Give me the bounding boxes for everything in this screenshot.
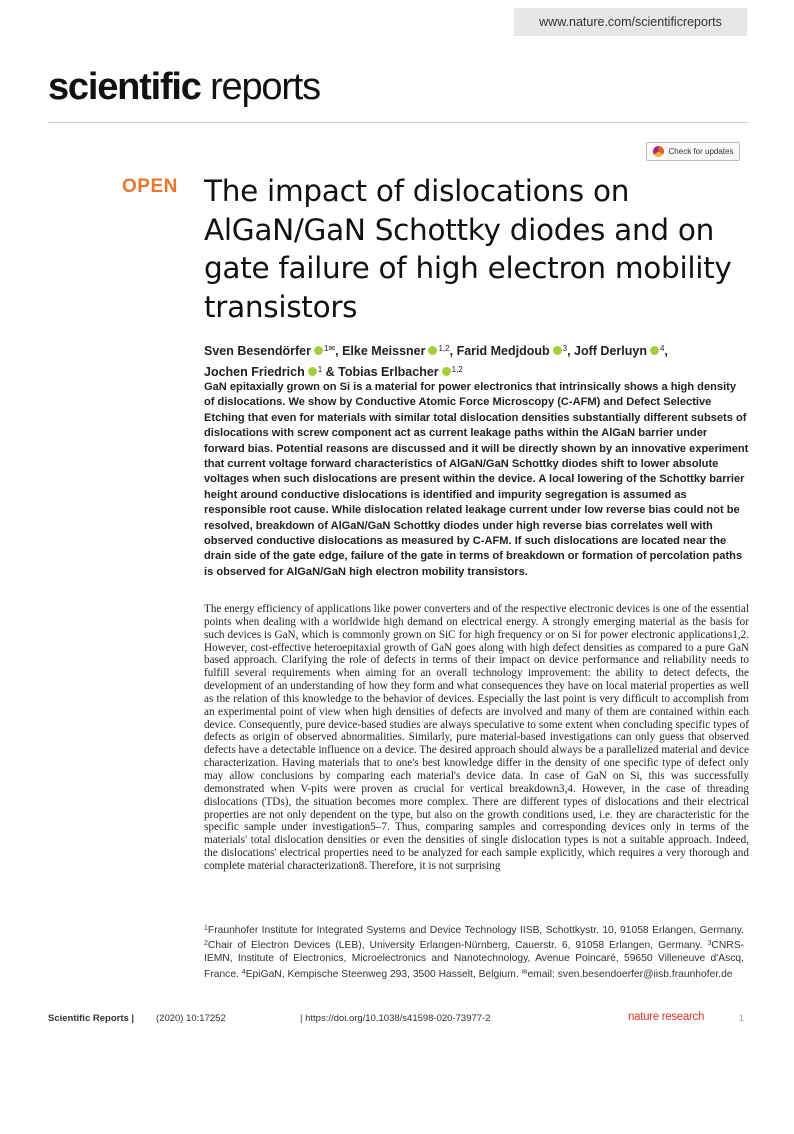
author-affiliation-mark: 1,2: [438, 344, 450, 353]
journal-url-tag[interactable]: www.nature.com/scientificreports: [514, 8, 747, 36]
article-title: The impact of dislocations on AlGaN/GaN Schottky diodes and on gate failure of high electron mobility transistors: [204, 174, 732, 324]
nature-research-logo: nature research: [628, 1011, 705, 1023]
check-updates-label: Check for updates: [668, 147, 734, 156]
affiliations: [204, 922, 744, 981]
author-affiliation-mark: 1: [317, 364, 323, 374]
footer-doi-link[interactable]: | https://doi.org/10.1038/s41598-020-73977-2: [300, 1013, 491, 1024]
orcid-icon[interactable]: [442, 367, 451, 376]
author-name[interactable]: Elke Meissner: [342, 344, 426, 358]
affiliation-text: email: sven.besendoerfer@iisb.fraunhofer.de: [527, 968, 733, 980]
affiliation-text: Fraunhofer Institute for Integrated Systems and Device Technology IISB, Schottkystr. 10, 91058 Erlangen, Germany.: [207, 925, 744, 936]
author-affiliation-mark: 1✉: [323, 344, 336, 353]
affiliation-text: Chair of Electron Devices (LEB), University Erlangen-Nürnberg, Cauerstr. 6, 91058 Erlangen, Germany.: [207, 940, 708, 952]
footer-year: (2020) 10:17252: [156, 1013, 226, 1024]
body-text: The energy efficiency of applications like power converters and of the respective electronic devices is one of the essential points when dealing with a worldwide high demand on electrical energy. A strongly emerging material as the basis for such devices is GaN, which is commonly grown on SiC for high frequency or on Si for power electronic applications1,2. However, cost-effective heteroepitaxial growth of GaN goes along with high defect densities as compared to a pure GaN based approach. Clarifying the role of defects in terms of their impact on device performance and reliability needs to fulfill several requirements when aiming for an overall technology improvement: the ability to detect defects, the development of an understanding of how they form and what consequences they have on local material properties as well as the relation of this knowledge to the behavior of devices. Especially the last point is very difficult to accomplish from an experimental point of view when high densities of defects are involved and many of them are contained within each device. Consequently, pure device-based studies are always speculative to some extent when concluding specific types of defects as origin of observed abnormalities. Similarly, pure material-based investigations can only guess that observed defects have a detectable influence on a device. The desired approach should always be a parallelized material and device characterization. Having materials that to one's best knowledge differ in the density of one specific type of defect only may allow conclusions by comparing each material's device data. In case of GaN on Si, this was successfully demonstrated when V-pits were proven as crucial for vertical breakdown3,4. However, in the case of threading dislocations (TDs), the situation becomes more complex. There are different types of dislocations and their electrical properties are not only dependent on the type, but also on the growth conditions used, i.e. they are characteristic for the specific sample under investigation5–7. Thus, comparing samples and corresponding devices only in terms of the materials' total dislocation densities or even the densities of single dislocation types is not a suitable approach. Indeed, the dislocations' electrical properties need to be analyzed for each sample explicitly, which requires a very thorough and complete material characterization8. Therefore, it is not surprising: [204, 603, 749, 872]
orcid-icon[interactable]: [314, 346, 323, 355]
author-name[interactable]: Joff Derluyn: [574, 344, 647, 358]
affiliation-number: 1: [204, 925, 208, 932]
author-name[interactable]: Jochen Friedrich: [204, 364, 305, 379]
masthead-light: reports: [210, 66, 320, 108]
author-name[interactable]: Tobias Erlbacher: [338, 364, 439, 379]
affiliation-number: 2: [204, 940, 208, 948]
orcid-icon[interactable]: [650, 346, 659, 355]
author-name[interactable]: Farid Medjdoub: [456, 344, 550, 358]
header-rule: [48, 122, 748, 123]
orcid-icon[interactable]: [428, 346, 437, 355]
author-affiliation-mark: 1,2: [451, 364, 463, 374]
masthead-bold: scientific: [48, 66, 201, 108]
check-for-updates-button[interactable]: [646, 142, 740, 161]
orcid-icon[interactable]: [308, 367, 317, 376]
affiliation-number: 3: [707, 940, 712, 948]
footer-journal: Scientific Reports |: [48, 1013, 135, 1024]
orcid-icon[interactable]: [553, 346, 562, 355]
page-number: 1: [738, 1013, 744, 1024]
affiliation-text: CNRS-IEMN, Institute of Electronics, Microelectronics and Nanotechnology, Avenue Poincaré, 59650 Villeneuve d'Ascq, France.: [204, 940, 744, 980]
crossmark-icon: [653, 146, 664, 157]
journal-masthead: [48, 66, 320, 109]
author-affiliation-mark: 4: [659, 344, 665, 353]
author-list: Sven Besendörfer $^{1✉}$, Elke Meissner $^{1,2}$, Farid Medjdoub $^3$, Joff Derluyn $^4$, Jochen Friedrich $^1$ & Tobias Erlbacher $^{1,2}$: [204, 344, 668, 379]
author-affiliation-mark: 3: [562, 344, 568, 353]
abstract: GaN epitaxially grown on Si is a material for power electronics that intrinsically shows a high density of dislocations. We show by Conductive Atomic Force Microscopy (C-AFM) and Defect Selective Etching that even for materials with similar total dislocation densities substantially different subsets of dislocations with screw component act as current leakage paths within the AlGaN barrier under forward bias. Potential reasons are discussed and it will be directly shown by an innovative experiment that current voltage forward characteristics of AlGaN/GaN Schottky diodes shift to lower absolute voltages when such dislocations are present within the device. A local lowering of the Schottky barrier height around conductive dislocations is identified and impurity segregation is assumed as responsible root cause. While dislocation related leakage current under low reverse bias could not be resolved, breakdown of AlGaN/GaN Schottky diodes under high reverse bias correlates well with observed conductive dislocations as measured by C-AFM. If such dislocations are located near the drain side of the gate edge, failure of the gate in terms of breakdown or formation of percolation paths is observed for AlGaN/GaN high electron mobility transistors.: [204, 381, 749, 578]
affiliation-text: EpiGaN, Kempische Steenweg 293, 3500 Hasselt, Belgium.: [245, 968, 522, 980]
affiliation-number: 4: [241, 968, 246, 976]
open-access-label: OPEN: [122, 176, 178, 197]
affiliation-number: ✉: [521, 968, 528, 976]
author-name[interactable]: Sven Besendörfer: [204, 344, 311, 358]
